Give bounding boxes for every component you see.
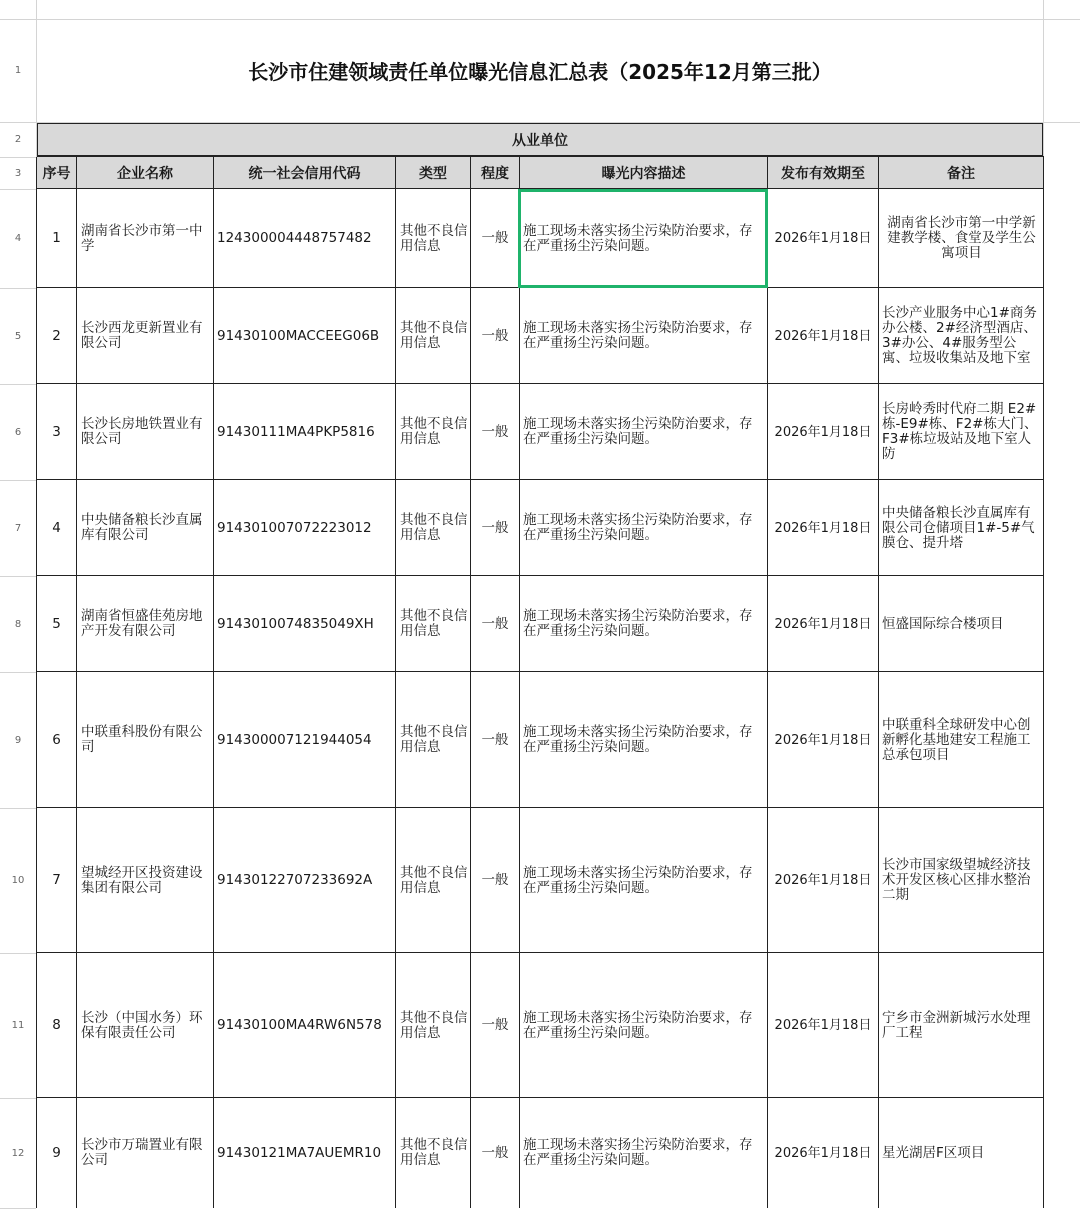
cell-valid-until[interactable]: 2026年1月18日 bbox=[774, 732, 872, 748]
cell-border bbox=[519, 157, 520, 1208]
cell-valid-until[interactable]: 2026年1月18日 bbox=[774, 231, 872, 246]
header-degree[interactable]: 程度 bbox=[471, 157, 519, 189]
cell-seq[interactable]: 6 bbox=[52, 731, 61, 748]
header-valid-until[interactable]: 发布有效期至 bbox=[768, 157, 878, 189]
cell-type[interactable]: 其他不良信用信息 bbox=[400, 320, 468, 351]
cell-border bbox=[1043, 157, 1044, 1208]
cell-description[interactable]: 施工现场未落实扬尘污染防治要求，存在严重扬尘污染问题。 bbox=[523, 864, 753, 896]
cell-note[interactable]: 长房岭秀时代府二期 E2#栋-E9#栋、F2#栋大门、F3#栋垃圾站及地下室人防 bbox=[882, 401, 1038, 462]
cell-valid-until[interactable]: 2026年1月18日 bbox=[774, 873, 872, 888]
cell-border bbox=[37, 156, 1044, 157]
cell-description[interactable]: 施工现场未落实扬尘污染防治要求，存在严重扬尘污染问题。 bbox=[523, 724, 753, 755]
row-number[interactable]: 11 bbox=[11, 1020, 25, 1031]
row-number[interactable]: 5 bbox=[14, 330, 22, 342]
header-description[interactable]: 曝光内容描述 bbox=[520, 157, 767, 189]
row-number[interactable]: 10 bbox=[11, 875, 25, 886]
cell-degree[interactable]: 一般 bbox=[481, 731, 509, 748]
cell-credit-code[interactable]: 91430100MACCEEG06B bbox=[217, 327, 380, 344]
cell-company-name[interactable]: 中央储备粮长沙直属库有限公司 bbox=[81, 512, 203, 543]
row-number[interactable]: 8 bbox=[14, 618, 22, 630]
cell-credit-code[interactable]: 12430000444875748​2 bbox=[217, 230, 372, 246]
cell-company-name[interactable]: 长沙长房地铁置业有限公司 bbox=[81, 416, 203, 447]
cell-seq[interactable]: 1 bbox=[52, 230, 61, 246]
cell-description[interactable]: 施工现场未落实扬尘污染防治要求，存在严重扬尘污染问题。 bbox=[523, 512, 753, 543]
row-number[interactable]: 12 bbox=[11, 1147, 25, 1159]
cell-degree[interactable]: 一般 bbox=[481, 872, 509, 888]
cell-credit-code[interactable]: 9143010074835049XH bbox=[217, 615, 374, 632]
cell-type[interactable]: 其他不良信用信息 bbox=[400, 724, 468, 755]
cell-border bbox=[37, 807, 1044, 808]
cell-type[interactable]: 其他不良信用信息 bbox=[400, 864, 468, 896]
cell-degree[interactable]: 一般 bbox=[481, 230, 509, 246]
cell-border bbox=[37, 479, 1044, 480]
cell-credit-code[interactable]: 914300007121944054 bbox=[217, 731, 372, 748]
cell-valid-until[interactable]: 2026年1月18日 bbox=[774, 424, 872, 440]
cell-seq[interactable]: 5 bbox=[52, 615, 61, 632]
cell-degree[interactable]: 一般 bbox=[481, 423, 509, 440]
cell-valid-until[interactable]: 2026年1月18日 bbox=[774, 1018, 872, 1033]
cell-description[interactable]: 施工现场未落实扬尘污染防治要求，存在严重扬尘污染问题。 bbox=[523, 1009, 753, 1041]
row-number[interactable]: 2 bbox=[14, 134, 22, 145]
header-credit-code[interactable]: 统一社会信用代码 bbox=[214, 157, 395, 189]
cell-valid-until[interactable]: 2026年1月18日 bbox=[774, 520, 872, 536]
cell-type[interactable]: 其他不良信用信息 bbox=[400, 608, 468, 639]
cell-credit-code[interactable]: 91430100MA4RW6N578 bbox=[217, 1017, 382, 1033]
cell-degree[interactable]: 一般 bbox=[481, 1017, 509, 1033]
cell-border bbox=[767, 157, 768, 1208]
cell-description[interactable]: 施工现场未落实扬尘污染防治要求，存在严重扬尘污染问题。 bbox=[523, 416, 753, 447]
row-number[interactable]: 4 bbox=[14, 233, 22, 244]
header-seq[interactable]: 序号 bbox=[37, 157, 76, 189]
row-number[interactable]: 6 bbox=[14, 426, 22, 438]
cell-credit-code[interactable]: 91430111MA4PKP5816 bbox=[217, 423, 375, 440]
cell-border bbox=[76, 157, 77, 1208]
cell-border bbox=[213, 157, 214, 1208]
cell-credit-code[interactable]: 91430121MA7AUEMR10 bbox=[217, 1144, 382, 1161]
cell-border bbox=[470, 157, 471, 1208]
header-type[interactable]: 类型 bbox=[396, 157, 470, 189]
cell-note[interactable]: 长沙产业服务中心1#商务办公楼、2#经济型酒店、3#办公、4#服务型公寓、垃圾收集站及地下室 bbox=[882, 305, 1037, 366]
cell-description[interactable]: 施工现场未落实扬尘污染防治要求，存在严重扬尘污染问题。 bbox=[523, 320, 753, 351]
row-number[interactable]: 7 bbox=[14, 522, 22, 534]
cell-description[interactable]: 施工现场未落实扬尘污染防治要求，存在严重扬尘污染问题。 bbox=[523, 1137, 753, 1168]
row-number[interactable]: 9 bbox=[14, 734, 22, 746]
cell-company-name[interactable]: 中联重科股份有限公司 bbox=[81, 724, 203, 755]
cell-seq[interactable]: 2 bbox=[52, 327, 61, 344]
cell-type[interactable]: 其他不良信用信息 bbox=[400, 512, 468, 543]
cell-company-name[interactable]: 长沙西龙更新置业有限公司 bbox=[81, 320, 203, 351]
cell-border bbox=[37, 952, 1044, 953]
row-number[interactable]: 3 bbox=[14, 167, 22, 179]
cell-company-name[interactable]: 湖南省恒盛佳苑房地产开发有限公司 bbox=[81, 608, 203, 639]
cell-valid-until[interactable]: 2026年1月18日 bbox=[774, 1145, 872, 1161]
cell-seq[interactable]: 4 bbox=[52, 519, 61, 536]
cell-credit-code[interactable]: 91430122707233692A bbox=[217, 872, 373, 888]
cell-company-name[interactable]: 长沙市万瑞置业有限公司 bbox=[81, 1137, 203, 1168]
cell-degree[interactable]: 一般 bbox=[481, 327, 509, 344]
cell-company-name[interactable]: 长沙（中国水务）环保有限责任公司 bbox=[81, 1009, 203, 1041]
cell-note[interactable]: 恒盛国际综合楼项目 bbox=[882, 615, 1004, 632]
cell-degree[interactable]: 一般 bbox=[481, 1144, 509, 1161]
row-number[interactable]: 1 bbox=[14, 65, 22, 76]
cell-degree[interactable]: 一般 bbox=[481, 519, 509, 536]
cell-seq[interactable]: 8 bbox=[52, 1017, 61, 1033]
cell-valid-until[interactable]: 2026年1月18日 bbox=[774, 616, 872, 632]
cell-type[interactable]: 其他不良信用信息 bbox=[400, 416, 468, 447]
cell-border bbox=[37, 383, 1044, 384]
cell-border bbox=[37, 671, 1044, 672]
sheet-title[interactable]: 长沙市住建领域责任单位曝光信息汇总表（2025年12月第三批） bbox=[248, 60, 832, 84]
cell-valid-until[interactable]: 2026年1月18日 bbox=[774, 328, 872, 344]
cell-border bbox=[37, 575, 1044, 576]
cell-selection-highlight bbox=[518, 189, 768, 288]
cell-company-name[interactable]: 湖南省长沙市第一中学 bbox=[81, 222, 203, 254]
header-company-name[interactable]: 企业名称 bbox=[77, 157, 213, 189]
cell-type[interactable]: 其他不良信用信息 bbox=[400, 1137, 468, 1168]
cell-note[interactable]: 长沙市国家级望城经济技术开发区核心区排水整治二期 bbox=[882, 857, 1031, 903]
cell-border bbox=[395, 157, 396, 1208]
cell-credit-code[interactable]: 914301007072223012 bbox=[217, 519, 372, 536]
cell-degree[interactable]: 一般 bbox=[481, 615, 509, 632]
cell-seq[interactable]: 7 bbox=[52, 872, 61, 888]
cell-note[interactable]: 中央储备粮长沙直属库有限公司仓储项目1#-5#气膜仓、提升塔 bbox=[882, 504, 1035, 551]
cell-company-name[interactable]: 望城经开区投资建设集团有限公司 bbox=[81, 864, 203, 896]
cell-description[interactable]: 施工现场未落实扬尘污染防治要求，存在严重扬尘污染问题。 bbox=[523, 608, 753, 639]
cell-note[interactable]: 宁乡市金洲新城污水处理厂工程 bbox=[882, 1009, 1031, 1041]
cell-note[interactable]: 中联重科全球研发中心创新孵化基地建安工程施工总承包项目 bbox=[882, 716, 1031, 763]
header-note[interactable]: 备注 bbox=[879, 157, 1043, 189]
cell-seq[interactable]: 9 bbox=[52, 1144, 61, 1161]
cell-note[interactable]: 湖南省长沙市第一中学新建教学楼、食堂及学生公寓项目 bbox=[887, 215, 1036, 261]
cell-border bbox=[878, 157, 879, 1208]
cell-border bbox=[37, 1097, 1044, 1098]
cell-type[interactable]: 其他不良信用信息 bbox=[400, 1009, 468, 1041]
cell-seq[interactable]: 3 bbox=[52, 423, 61, 440]
cell-note[interactable]: 星光湖居F区项目 bbox=[882, 1144, 985, 1161]
cell-type[interactable]: 其他不良信用信息 bbox=[400, 222, 468, 254]
cell-description[interactable]: 施工现场未落实扬尘污染防治要求，存在严重扬尘污染问题。 bbox=[523, 222, 753, 254]
section-header-practitioners[interactable]: 从业单位 bbox=[37, 123, 1043, 156]
cell-border bbox=[36, 157, 37, 1208]
